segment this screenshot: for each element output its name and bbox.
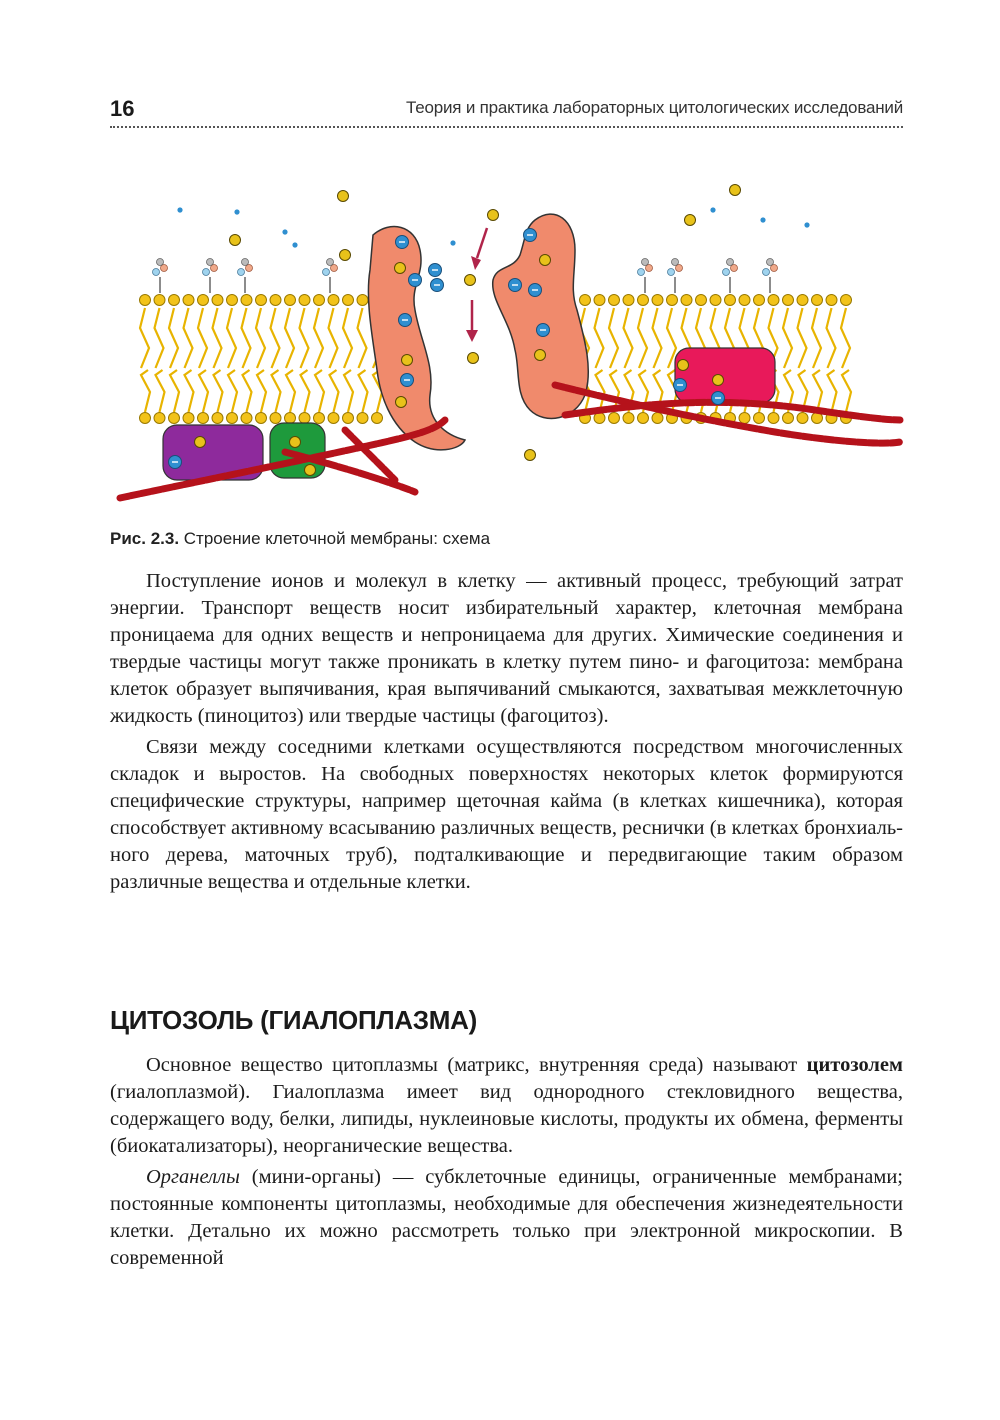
running-title: Теория и практика лабораторных цитологических исследований [406,98,903,117]
term-cytosol: цитозолем [806,1054,903,1076]
page-number: 16 [110,96,135,121]
figure-caption [110,529,490,549]
section2-text [110,1052,903,1272]
section1-text [110,568,903,896]
paragraph [110,1164,903,1272]
paragraph [110,1052,903,1160]
figure-caption-label: Рис. 2.3. [110,529,180,548]
figure-caption-text: Строение клеточной мембраны: схема [183,529,491,548]
header-divider [110,126,903,128]
text-run: Основное вещество цитоплазмы (матрикс, внутренняя среда) называют [146,1054,807,1076]
page-header [110,96,903,128]
term-organelles: Органеллы [146,1166,240,1188]
figure-cell-membrane [115,180,905,520]
paragraph: Поступление ионов и молекул в клетку — активный процесс, требующий затрат энергии. Транспорт веществ носит избирательный характер, клеточная мембрана проницаема для одних веществ и непроницаема для других. Химические соединения и твердые частицы могут также проникать в клетку путем пино- и фагоцитоза: мембрана клеток образует выпячивания, края выпячиваний смыкаются, захватывая межклеточную жидкость (пиноцитоз) или твердые частицы (фагоцитоз). [110,570,903,727]
section-heading: ЦИТОЗОЛЬ (ГИАЛОПЛАЗМА) [110,1005,477,1035]
text-run: (гиалоплазмой). Гиалоплазма имеет вид однородного стекловидного вещества, содержащего воду, белки, липиды, нуклеиновые кислоты, продукты их обмена, ферменты (биокатализаторы), неорганические вещества. [110,1081,903,1157]
cell-membrane-diagram-icon [115,180,905,520]
paragraph: Связи между соседними клетками осуществляются посредством многочисленных складок и выростов. На свободных поверхностях некоторых клеток формируются специфические структуры, например щеточная кайма (в клетках кишечника), которая способствует активному всасыванию различных веществ, реснички (в клетках бронхиального дерева, маточных труб), подталкивающие и передвигающие таким образом различные вещества и отдельные клетки. [110,736,903,893]
text-run: (мини-органы) — субклеточные единицы, ограниченные мембранами; постоянные компоненты цитоплазмы, необходимые для обеспечения жизнедеятельности клетки. Детально их можно рассмотреть только при электронной микроскопии. В современной [110,1166,903,1269]
